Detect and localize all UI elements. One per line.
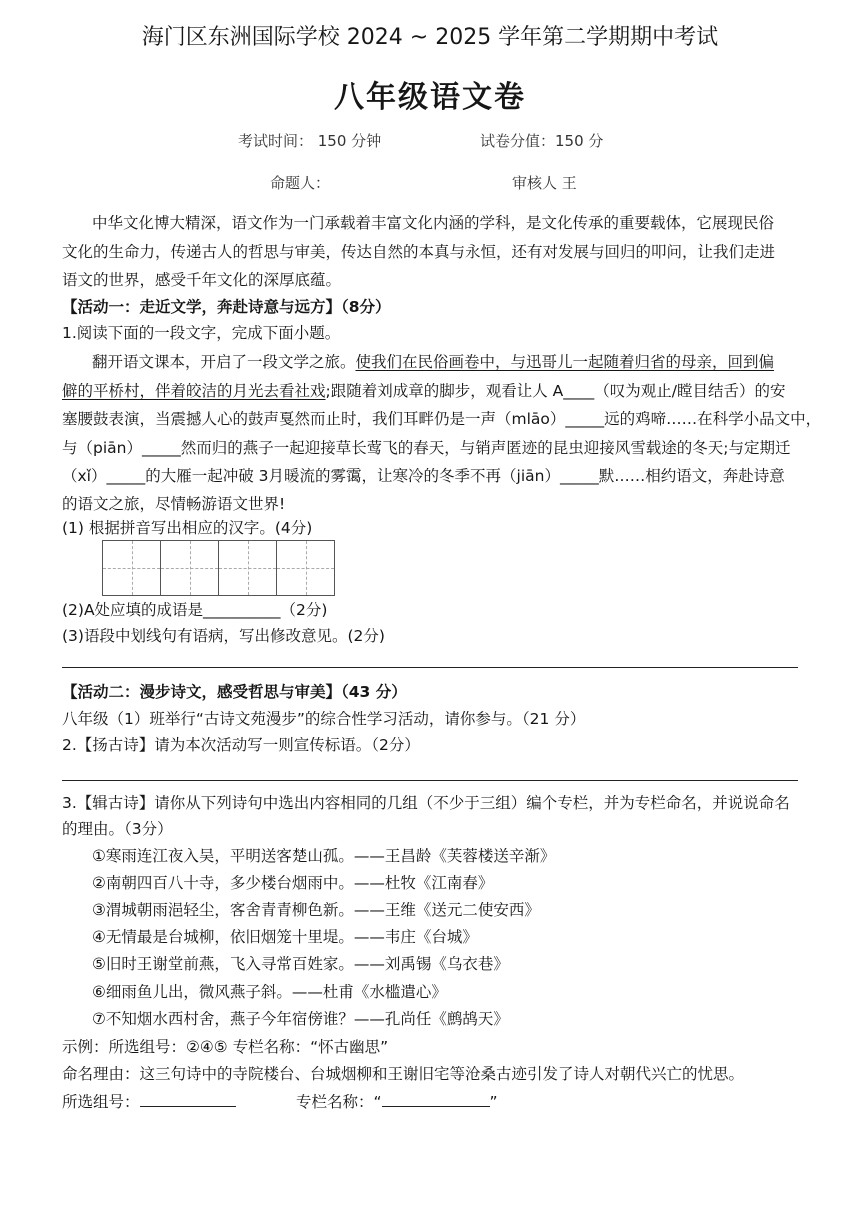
reason-line: 命名理由：这三句诗中的寺院楼台、台城烟柳和王谢旧宅等沧桑古迹引发了诗人对朝代兴亡的忧思。 xyxy=(62,1065,745,1083)
underlined-sentence: 使我们在民俗画卷中，与迅哥儿一起随着归省的母亲，回到偏 xyxy=(355,353,775,371)
question-3-line-2: 的理由。（3分） xyxy=(62,820,173,838)
passage-line-4: 与（piān）_____然而归的燕子一起迎接草长莺飞的春天，与销声匿迹的昆虫迎接风雪载途的冬天;与定期迁 xyxy=(62,439,791,457)
page-title: 八年级语文卷 xyxy=(334,80,526,115)
exam-score: 试卷分值：150 分 xyxy=(480,132,604,150)
exam-time: 考试时间： 150 分钟 xyxy=(238,132,382,150)
answer-line[interactable] xyxy=(62,667,798,668)
answer-cell[interactable] xyxy=(276,540,335,596)
example-line: 示例：所选组号：②④⑤ 专栏名称：“怀古幽思” xyxy=(62,1038,389,1056)
answer-cell[interactable] xyxy=(160,540,219,596)
question-1: 1.阅读下面的一段文字，完成下面小题。 xyxy=(62,324,341,342)
sub-question-2: (2)A处应填的成语是__________（2分) xyxy=(62,601,328,619)
poem-line: ⑥细雨鱼儿出，微风燕子斜。——杜甫《水槛遣心》 xyxy=(92,983,447,1001)
author-label: 命题人： xyxy=(270,174,331,192)
answer-name-blank[interactable] xyxy=(382,1088,490,1107)
answer-cell[interactable] xyxy=(102,540,161,596)
activity2-heading: 【活动二：漫步诗文，感受哲思与审美】（43 分） xyxy=(62,683,407,701)
poem-line: ③渭城朝雨浥轻尘，客舍青青柳色新。——王维《送元二使安西》 xyxy=(92,901,540,919)
poem-line: ⑤旧时王谢堂前燕，飞入寻常百姓家。——刘禹锡《乌衣巷》 xyxy=(92,955,509,973)
passage-line-5: （xǐ）_____的大雁一起冲破 3月暖流的雾霭，让寒冷的冬季不再（jiān）_____默……相约语文，奔赴诗意 xyxy=(62,467,785,485)
poem-line: ⑦不知烟水西村舍，燕子今年宿傍谁？——孔尚任《鹧鸪天》 xyxy=(92,1010,509,1028)
answer-groups-row xyxy=(62,1088,236,1116)
passage-line-2 xyxy=(62,377,786,405)
activity2-intro: 八年级（1）班举行“古诗文苑漫步”的综合性学习活动，请你参与。（21 分） xyxy=(62,710,586,728)
passage-line-6: 的语文之旅，尽情畅游语文世界! xyxy=(62,495,286,513)
school-exam-heading: 海门区东洲国际学校 2024 ~ 2025 学年第二学期期中考试 xyxy=(141,25,719,50)
sub-question-3: (3)语段中划线句有语病，写出修改意见。(2分) xyxy=(62,627,385,645)
answer-grid[interactable] xyxy=(102,540,334,596)
intro-line-1: 中华文化博大精深，语文作为一门承载着丰富文化内涵的学科，是文化传承的重要载体，它展现民俗 xyxy=(92,214,775,232)
answer-cell[interactable] xyxy=(218,540,277,596)
answer-name-label: 专栏名称：“ xyxy=(296,1093,382,1111)
poem-line: ②南朝四百八十寺，多少楼台烟雨中。——杜牧《江南春》 xyxy=(92,874,494,892)
question-2: 2.【扬古诗】请为本次活动写一则宣传标语。（2分） xyxy=(62,736,420,754)
answer-name-close-quote: ” xyxy=(489,1093,498,1111)
answer-groups-blank[interactable] xyxy=(140,1088,236,1107)
passage-line-3: 塞腰鼓表演，当震撼人心的鼓声戛然而止时，我们耳畔仍是一声（mlāo）_____远的鸡啼……在科学小品文中， xyxy=(62,410,822,428)
intro-line-2: 文化的生命力，传递古人的哲思与审美，传达自然的本真与永恒，还有对发展与回归的叩问，让我们走进 xyxy=(62,243,776,261)
sub-question-1: (1) 根据拼音写出相应的汉字。(4分) xyxy=(62,519,313,537)
answer-line[interactable] xyxy=(62,780,798,781)
answer-name-row xyxy=(296,1088,498,1116)
poem-line: ①寒雨连江夜入吴，平明送客楚山孤。——王昌龄《芙蓉楼送辛渐》 xyxy=(92,847,556,865)
passage-text: 翻开语文课本，开启了一段文学之旅。 xyxy=(92,353,356,371)
answer-groups-label: 所选组号： xyxy=(62,1093,140,1111)
question-3-line-1: 3.【辑古诗】请你从下列诗句中选出内容相同的几组（不少于三组）编个专栏，并为专栏命名，并说说命名 xyxy=(62,794,790,812)
poem-line: ④无情最是台城柳，依旧烟笼十里堤。——韦庄《台城》 xyxy=(92,928,478,946)
reviewer-label: 审核人 王 xyxy=(512,174,577,192)
passage-line-1 xyxy=(92,348,774,376)
intro-line-3: 语文的世界，感受千年文化的深厚底蕴。 xyxy=(62,271,342,289)
underlined-sentence: 僻的平桥村，伴着皎洁的月光去看社戏 xyxy=(62,382,326,400)
passage-text: ;跟随着刘成章的脚步，观看让人 A____（叹为观止/瞠目结舌）的安 xyxy=(325,382,786,400)
activity1-heading: 【活动一：走近文学，奔赴诗意与远方】（8分） xyxy=(62,298,391,316)
